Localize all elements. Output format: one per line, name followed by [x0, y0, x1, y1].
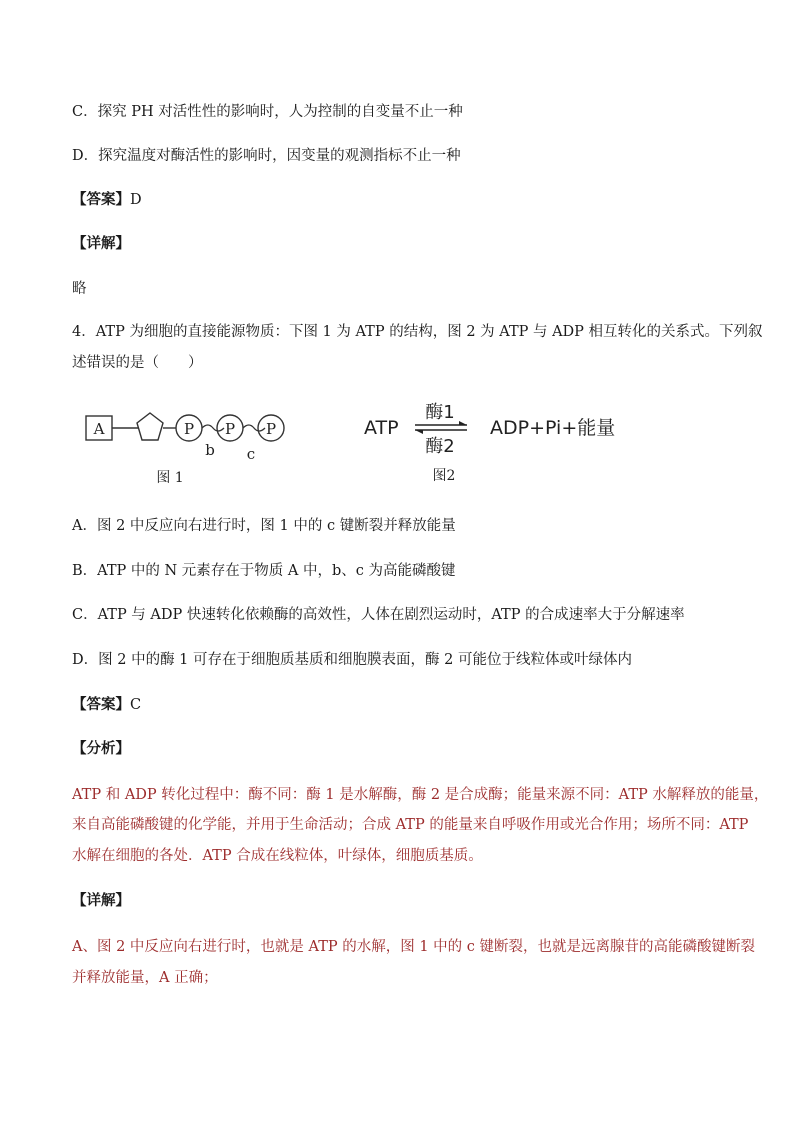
answer-value: D: [130, 192, 142, 208]
detail-3-text: 略: [72, 281, 87, 297]
phosphate-1-label: P: [183, 420, 195, 438]
detail-4-line2: 并释放能量，A 正确；: [72, 970, 218, 986]
answer-label: 【答案】: [72, 191, 130, 208]
detail-4-line1: A、图 2 中反应向右进行时，也就是 ATP 的水解，图 1 中的 c 键断裂，也就是远离腺苷的高能磷酸键断裂: [72, 939, 756, 955]
phosphate-2-label: P: [224, 420, 236, 438]
option-4c: C．ATP 与 ADP 快速转化依赖酶的高效性，人体在剧烈运动时，ATP 的合成速率大于分解速率: [72, 607, 685, 623]
answer-label: 【答案】: [72, 696, 130, 713]
ribose-pentagon: [137, 413, 163, 440]
analysis-4-line2: 来自高能磷酸键的化学能，并用于生命活动；合成 ATP 的能量来自呼吸作用或光合作用；场所不同：ATP: [72, 817, 749, 833]
enzyme-2-label: 酶2: [425, 436, 455, 457]
question-4-line1: 4．ATP 为细胞的直接能源物质：下图 1 为 ATP 的结构，图 2 为 ATP 与 ADP 相互转化的关系式。下列叙: [72, 324, 763, 340]
phosphate-3-label: P: [265, 420, 277, 438]
products-label: ADP+Pi+能量: [490, 417, 616, 439]
atp-figure: [72, 396, 642, 492]
atp-label: ATP: [364, 417, 399, 439]
bond-c-label: c: [246, 445, 256, 463]
analysis-4-line1: ATP 和 ADP 转化过程中：酶不同：酶 1 是水解酶，酶 2 是合成酶；能量来源不同：ATP 水解释放的能量，: [72, 787, 769, 803]
figure-1-caption: 图 1: [156, 470, 184, 486]
enzyme-1-label: 酶1: [425, 402, 455, 423]
figure-2-equation: [364, 402, 615, 484]
bond-b: [202, 425, 224, 431]
figure-2-caption: 图2: [432, 468, 456, 484]
option-4a: A．图 2 中反应向右进行时，图 1 中的 c 键断裂并释放能量: [72, 518, 456, 534]
analysis-4-line3: 水解在细胞的各处．ATP 合成在线粒体，叶绿体，细胞质基质。: [72, 848, 483, 864]
detail-3-label: 【详解】: [72, 235, 130, 252]
option-4b: B．ATP 中的 N 元素存在于物质 A 中，b、c 为高能磷酸键: [72, 563, 456, 579]
answer-4: [72, 695, 730, 715]
question-4-line2: 述错误的是（ ）: [72, 355, 203, 371]
bond-c: [243, 425, 265, 431]
bond-b-label: b: [205, 441, 215, 459]
answer-3: [72, 190, 730, 210]
detail-4-label: 【详解】: [72, 892, 130, 909]
figure-1-structure: [86, 413, 284, 486]
option-4d: D．图 2 中的酶 1 可存在于细胞质基质和细胞膜表面，酶 2 可能位于线粒体或叶绿体内: [72, 652, 632, 668]
adenine-label: A: [93, 420, 105, 438]
analysis-4-label: 【分析】: [72, 740, 130, 757]
option-d-prev: D．探究温度对酶活性的影响时，因变量的观测指标不止一种: [72, 148, 461, 164]
option-c-prev: C．探究 PH 对活性性的影响时，人为控制的自变量不止一种: [72, 104, 463, 120]
answer-value: C: [130, 697, 142, 713]
